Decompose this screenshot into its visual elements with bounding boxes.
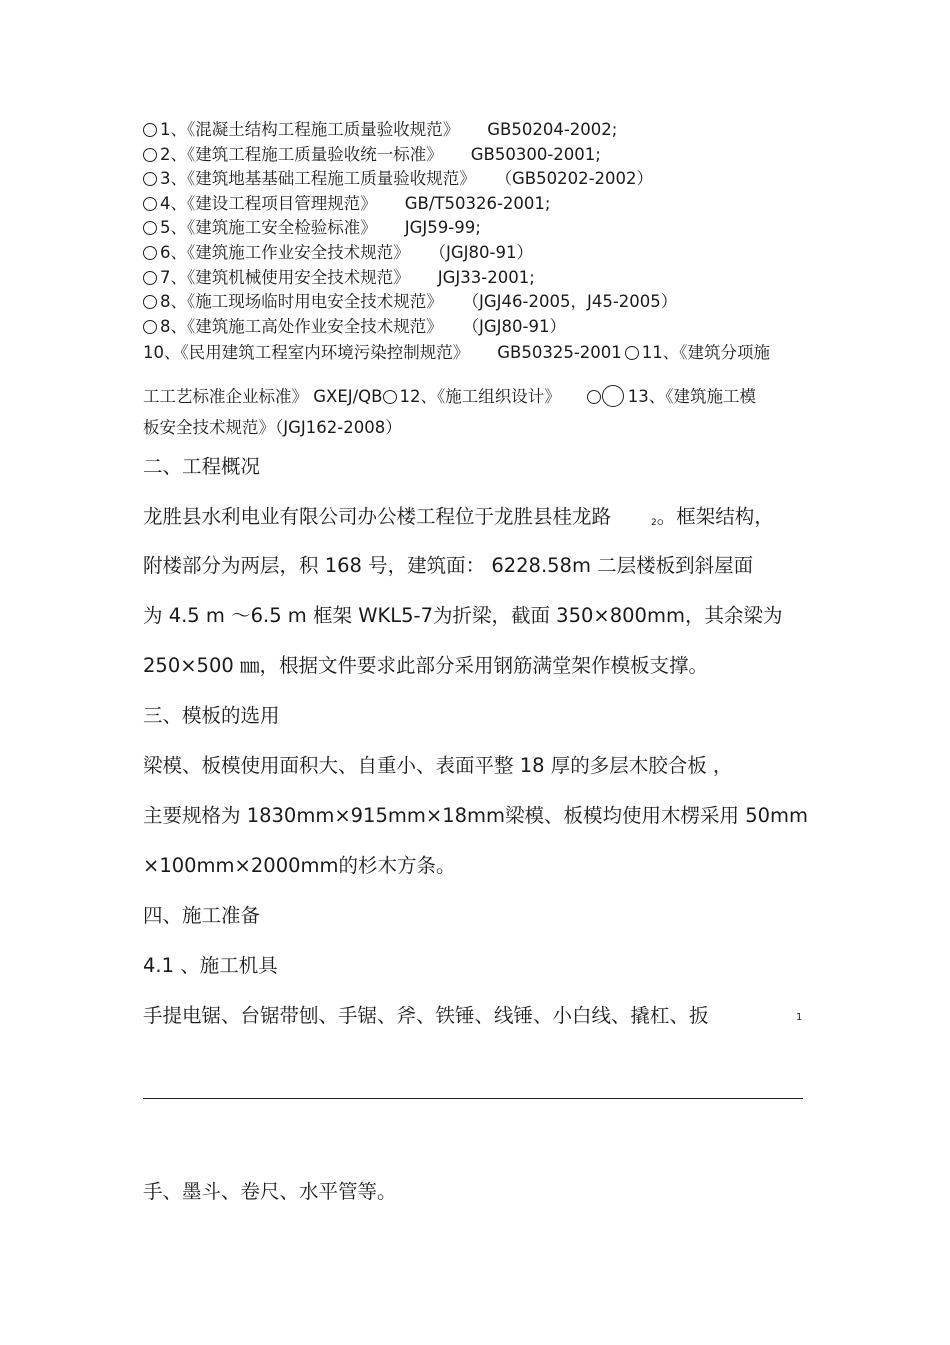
circle-bullet-icon — [143, 148, 157, 162]
reference-title: 3、《建筑地基基础工程施工质量验收规范》 — [160, 169, 476, 188]
reference-item-7 — [143, 268, 535, 288]
reference-item-6 — [143, 243, 533, 263]
reference-text: 11、《建筑分项施 — [641, 343, 771, 362]
paragraph-overview-3: 为 4.5 m ～6.5 m 框架 WKL5-7为折梁，截面 350×800mm，其余梁为 — [143, 604, 783, 627]
reference-title: 7、《建筑机械使用安全技术规范》 — [160, 268, 410, 287]
circle-bullet-icon — [143, 221, 157, 235]
paragraph-overview-1 — [143, 505, 774, 535]
circle-bullet-icon — [625, 346, 639, 360]
reference-title: 6、《建筑施工作业安全技术规范》 — [160, 243, 410, 262]
circle-bullet-icon — [383, 390, 397, 404]
reference-line-12 — [143, 418, 402, 438]
circle-bullet-icon — [143, 197, 157, 211]
paragraph-formwork-3: ×100mm×2000mm的杉木方条。 — [143, 854, 456, 877]
reference-code: GB50204-2002; — [487, 120, 618, 139]
reference-code: （JGJ80-91） — [470, 317, 566, 336]
reference-title: 1、《混凝土结构工程施工质量验收规范》 — [160, 120, 460, 139]
reference-code: GB50325-2001 — [497, 343, 622, 362]
circle-bullet-icon — [143, 320, 157, 334]
reference-text: 10、《民用建筑工程室内环境污染控制规范》 — [143, 343, 470, 362]
reference-title: 5、《建筑施工安全检验标准》 — [160, 218, 377, 237]
paragraph-overview-2: 附楼部分为两层，积 168 号，建筑面： 6228.58m 二层楼板到斜屋面 — [143, 554, 754, 577]
reference-item-9 — [143, 317, 566, 337]
reference-text: 13、《建筑施工模 — [627, 387, 756, 406]
circle-bullet-icon — [143, 246, 157, 260]
subscript-text: 2 — [651, 518, 657, 528]
reference-title: 2、《建筑工程施工质量验收统一标准》 — [160, 145, 443, 164]
circle-bullet-icon — [143, 123, 157, 137]
section-heading-formwork: 三、模板的选用 — [143, 704, 280, 727]
paragraph-formwork-2: 主要规格为 1830mm×915mm×18mm梁模、板模均使用木楞采用 50mm — [143, 804, 809, 827]
reference-item-4 — [143, 194, 551, 214]
circle-bullet-icon — [143, 172, 157, 186]
reference-text: 工工艺标准企业标准》 GXEJ/QB — [143, 387, 383, 406]
section-heading-overview: 二、工程概况 — [143, 455, 261, 478]
paragraph-text: 龙胜县水利电业有限公司办公楼工程位于龙胜县桂龙路 — [143, 505, 612, 528]
section-heading-preparation: 四、施工准备 — [143, 904, 261, 927]
reference-code: （JGJ80-91） — [437, 243, 533, 262]
circle-bullet-icon — [143, 271, 157, 285]
reference-code: JGJ33-2001; — [437, 268, 535, 287]
reference-code: GB/T50326-2001; — [404, 194, 551, 213]
reference-text: 板安全技术规范》（JGJ162-2008） — [143, 418, 402, 437]
large-circle-icon — [602, 385, 624, 407]
reference-text: 12、《施工组织设计》 — [399, 387, 561, 406]
paragraph-tools-1: 手提电锯、台锯带刨、手锯、斧、铁锤、线锤、小白线、撬杠、扳 — [143, 1004, 709, 1027]
reference-code: （JGJ46-2005，J45-2005） — [470, 292, 678, 311]
page-number: 1 — [796, 1012, 803, 1023]
reference-item-5 — [143, 218, 481, 238]
reference-code: JGJ59-99; — [404, 218, 481, 237]
subsection-heading-tools: 4.1 、施工机具 — [143, 954, 278, 977]
reference-line-10 — [143, 343, 770, 363]
reference-item-2 — [143, 145, 601, 165]
reference-code: GB50300-2001; — [470, 145, 601, 164]
reference-title: 4、《建设工程项目管理规范》 — [160, 194, 377, 213]
reference-title: 8、《建筑施工高处作业安全技术规范》 — [160, 317, 443, 336]
reference-item-3 — [143, 169, 653, 189]
reference-code: （GB50202-2002） — [503, 169, 654, 188]
paragraph-overview-4: 250×500 ㎜，根据文件要求此部分采用钢筋满堂架作模板支撑。 — [143, 654, 708, 677]
reference-line-11 — [143, 385, 756, 407]
paragraph-formwork-1: 梁模、板模使用面积大、自重小、表面平整 18 厚的多层木胶合板 ， — [143, 754, 733, 777]
paragraph-tools-2: 手、墨斗、卷尺、水平管等。 — [143, 1180, 397, 1203]
reference-item-1 — [143, 120, 617, 140]
page-divider — [143, 1098, 803, 1099]
reference-item-8 — [143, 292, 677, 312]
paragraph-text: 。框架结构， — [656, 505, 774, 528]
circle-bullet-icon — [587, 390, 601, 404]
reference-title: 8、《施工现场临时用电安全技术规范》 — [160, 292, 443, 311]
circle-bullet-icon — [143, 295, 157, 309]
